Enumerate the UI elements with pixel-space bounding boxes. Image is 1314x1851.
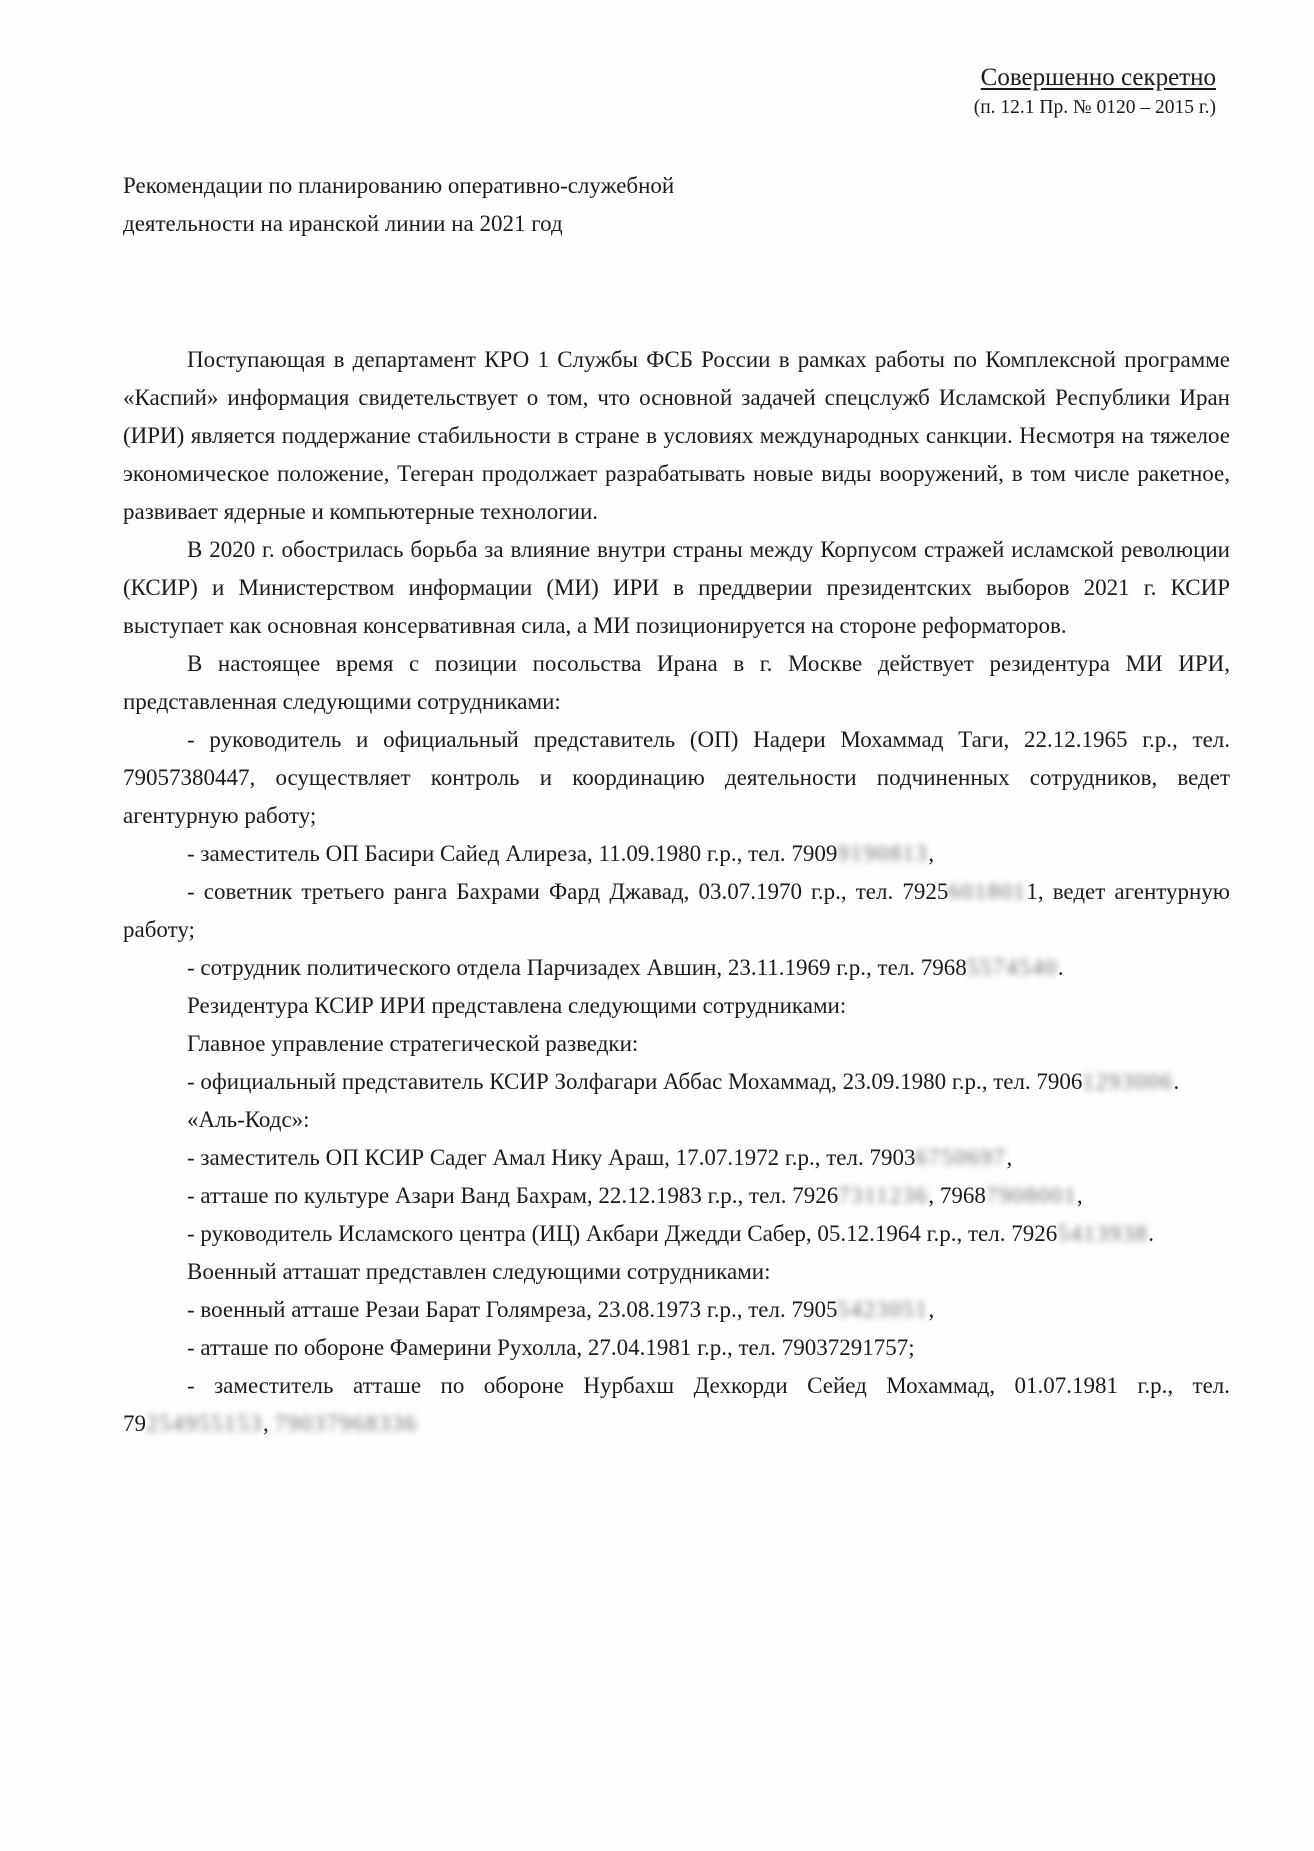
title-line-1: Рекомендации по планированию оперативно-служебной bbox=[123, 173, 675, 198]
redacted-phone-number: 601801 bbox=[948, 879, 1027, 904]
classification-reference: (п. 12.1 Пр. № 0120 – 2015 г.) bbox=[973, 97, 1216, 118]
redacted-phone-number: 5413938 bbox=[1057, 1221, 1149, 1246]
paragraph bbox=[123, 987, 1230, 1025]
paragraph-text: , bbox=[1006, 1145, 1013, 1170]
paragraph-text: . bbox=[1173, 1069, 1180, 1094]
paragraph-text: Поступающая в департамент КРО 1 Службы ФСБ России в рамках работы по Комплексной программе «Каспий» информация свидетельствует о том, что основной задачей спецслужб Исламской Республики Иран (ИРИ) является поддержание стабильности в стране в условиях международных санкции. Несмотря на тяжелое экономическое положение, Тегеран продолжает разрабатывать новые виды вооружений, в том числе ракетное, развивает ядерные и компьютерные технологии. bbox=[123, 347, 1230, 524]
paragraph-text: - атташе по культуре Азари Ванд Бахрам, 22.12.1983 г.р., тел. 7926 bbox=[187, 1183, 839, 1208]
paragraph-text: - руководитель Исламского центра (ИЦ) Акбари Джедди Сабер, 05.12.1964 г.р., тел. 7926 bbox=[187, 1221, 1058, 1246]
paragraph-text: , 7968 bbox=[928, 1183, 986, 1208]
paragraph bbox=[123, 873, 1230, 949]
paragraph-text: Главное управление стратегической разведки: bbox=[187, 1031, 639, 1056]
redacted-phone-number: 254955153 bbox=[146, 1411, 263, 1436]
title-line-2: деятельности на иранской линии на 2021 год bbox=[123, 211, 563, 236]
classification-level: Совершенно секретно bbox=[980, 64, 1216, 91]
redacted-phone-number: 7311236 bbox=[838, 1183, 929, 1208]
paragraph bbox=[123, 1253, 1230, 1291]
document-title bbox=[123, 167, 1230, 243]
redacted-phone-number: 79037968336 bbox=[274, 1411, 418, 1436]
paragraph bbox=[123, 341, 1230, 531]
paragraph-text: «Аль-Кодс»: bbox=[187, 1107, 310, 1132]
paragraph bbox=[123, 1367, 1230, 1443]
paragraph-text: , bbox=[263, 1411, 275, 1436]
paragraph-text: 1, ведет агентурную работу; bbox=[123, 879, 1230, 942]
document-body bbox=[123, 341, 1230, 1443]
paragraph bbox=[123, 835, 1230, 873]
paragraph bbox=[123, 1291, 1230, 1329]
paragraph-text: - сотрудник политического отдела Парчизадех Авшин, 23.11.1969 г.р., тел. 7968 bbox=[187, 955, 967, 980]
paragraph-text: В 2020 г. обострилась борьба за влияние внутри страны между Корпусом стражей исламской революции (КСИР) и Министерством информации (МИ) ИРИ в преддверии президентских выборов 2021 г. КСИР выступает как основная консервативная сила, а МИ позиционируется на стороне реформаторов. bbox=[123, 537, 1230, 638]
paragraph bbox=[123, 949, 1230, 987]
paragraph-text: , bbox=[928, 1297, 935, 1322]
redacted-phone-number: 9190813 bbox=[837, 841, 929, 866]
redacted-phone-number: 7908001 bbox=[985, 1183, 1077, 1208]
paragraph bbox=[123, 1215, 1230, 1253]
paragraph-text: , bbox=[1076, 1183, 1083, 1208]
paragraph-text: , bbox=[928, 841, 935, 866]
paragraph-text: . bbox=[1057, 955, 1064, 980]
paragraph-text: - заместитель ОП КСИР Садег Амал Нику Араш, 17.07.1972 г.р., тел. 7903 bbox=[187, 1145, 916, 1170]
paragraph-text: - атташе по обороне Фамерини Рухолла, 27.04.1981 г.р., тел. 79037291757; bbox=[187, 1335, 915, 1360]
paragraph-text: Резидентура КСИР ИРИ представлена следующими сотрудниками: bbox=[187, 993, 847, 1018]
redacted-phone-number: 6750697 bbox=[915, 1145, 1007, 1170]
redacted-phone-number: 5574540 bbox=[966, 955, 1058, 980]
paragraph-text: В настоящее время с позиции посольства Ирана в г. Москве действует резидентура МИ ИРИ, представленная следующими сотрудниками: bbox=[123, 651, 1230, 714]
classification-stamp bbox=[123, 62, 1230, 121]
paragraph-text: . bbox=[1148, 1221, 1154, 1246]
paragraph-text: - заместитель атташе по обороне Нурбахш Дехкорди Сейед Мохаммад, 01.07.1981 г.р., тел. 79 bbox=[123, 1373, 1230, 1436]
paragraph-text: Военный атташат представлен следующими сотрудниками: bbox=[187, 1259, 771, 1284]
paragraph bbox=[123, 1329, 1230, 1367]
paragraph bbox=[123, 1177, 1230, 1215]
redacted-phone-number: 1293006 bbox=[1082, 1069, 1174, 1094]
redacted-phone-number: 5423051 bbox=[837, 1297, 929, 1322]
paragraph bbox=[123, 1063, 1230, 1101]
paragraph-text: - руководитель и официальный представитель (ОП) Надери Мохаммад Таги, 22.12.1965 г.р., тел. 79057380447, осуществляет контроль и координацию деятельности подчиненных сотрудников, ведет агентурную работу; bbox=[123, 727, 1230, 828]
paragraph-text: - советник третьего ранга Бахрами Фард Джавад, 03.07.1970 г.р., тел. 7925 bbox=[187, 879, 949, 904]
paragraph bbox=[123, 645, 1230, 721]
paragraph bbox=[123, 1139, 1230, 1177]
paragraph bbox=[123, 531, 1230, 645]
paragraph-text: - военный атташе Резаи Барат Голямреза, 23.08.1973 г.р., тел. 7905 bbox=[187, 1297, 838, 1322]
paragraph-text: - официальный представитель КСИР Золфагари Аббас Мохаммад, 23.09.1980 г.р., тел. 7906 bbox=[187, 1069, 1083, 1094]
paragraph-text: - заместитель ОП Басири Сайед Алиреза, 11.09.1980 г.р., тел. 7909 bbox=[187, 841, 838, 866]
paragraph bbox=[123, 1025, 1230, 1063]
paragraph bbox=[123, 1101, 1230, 1139]
paragraph bbox=[123, 721, 1230, 835]
